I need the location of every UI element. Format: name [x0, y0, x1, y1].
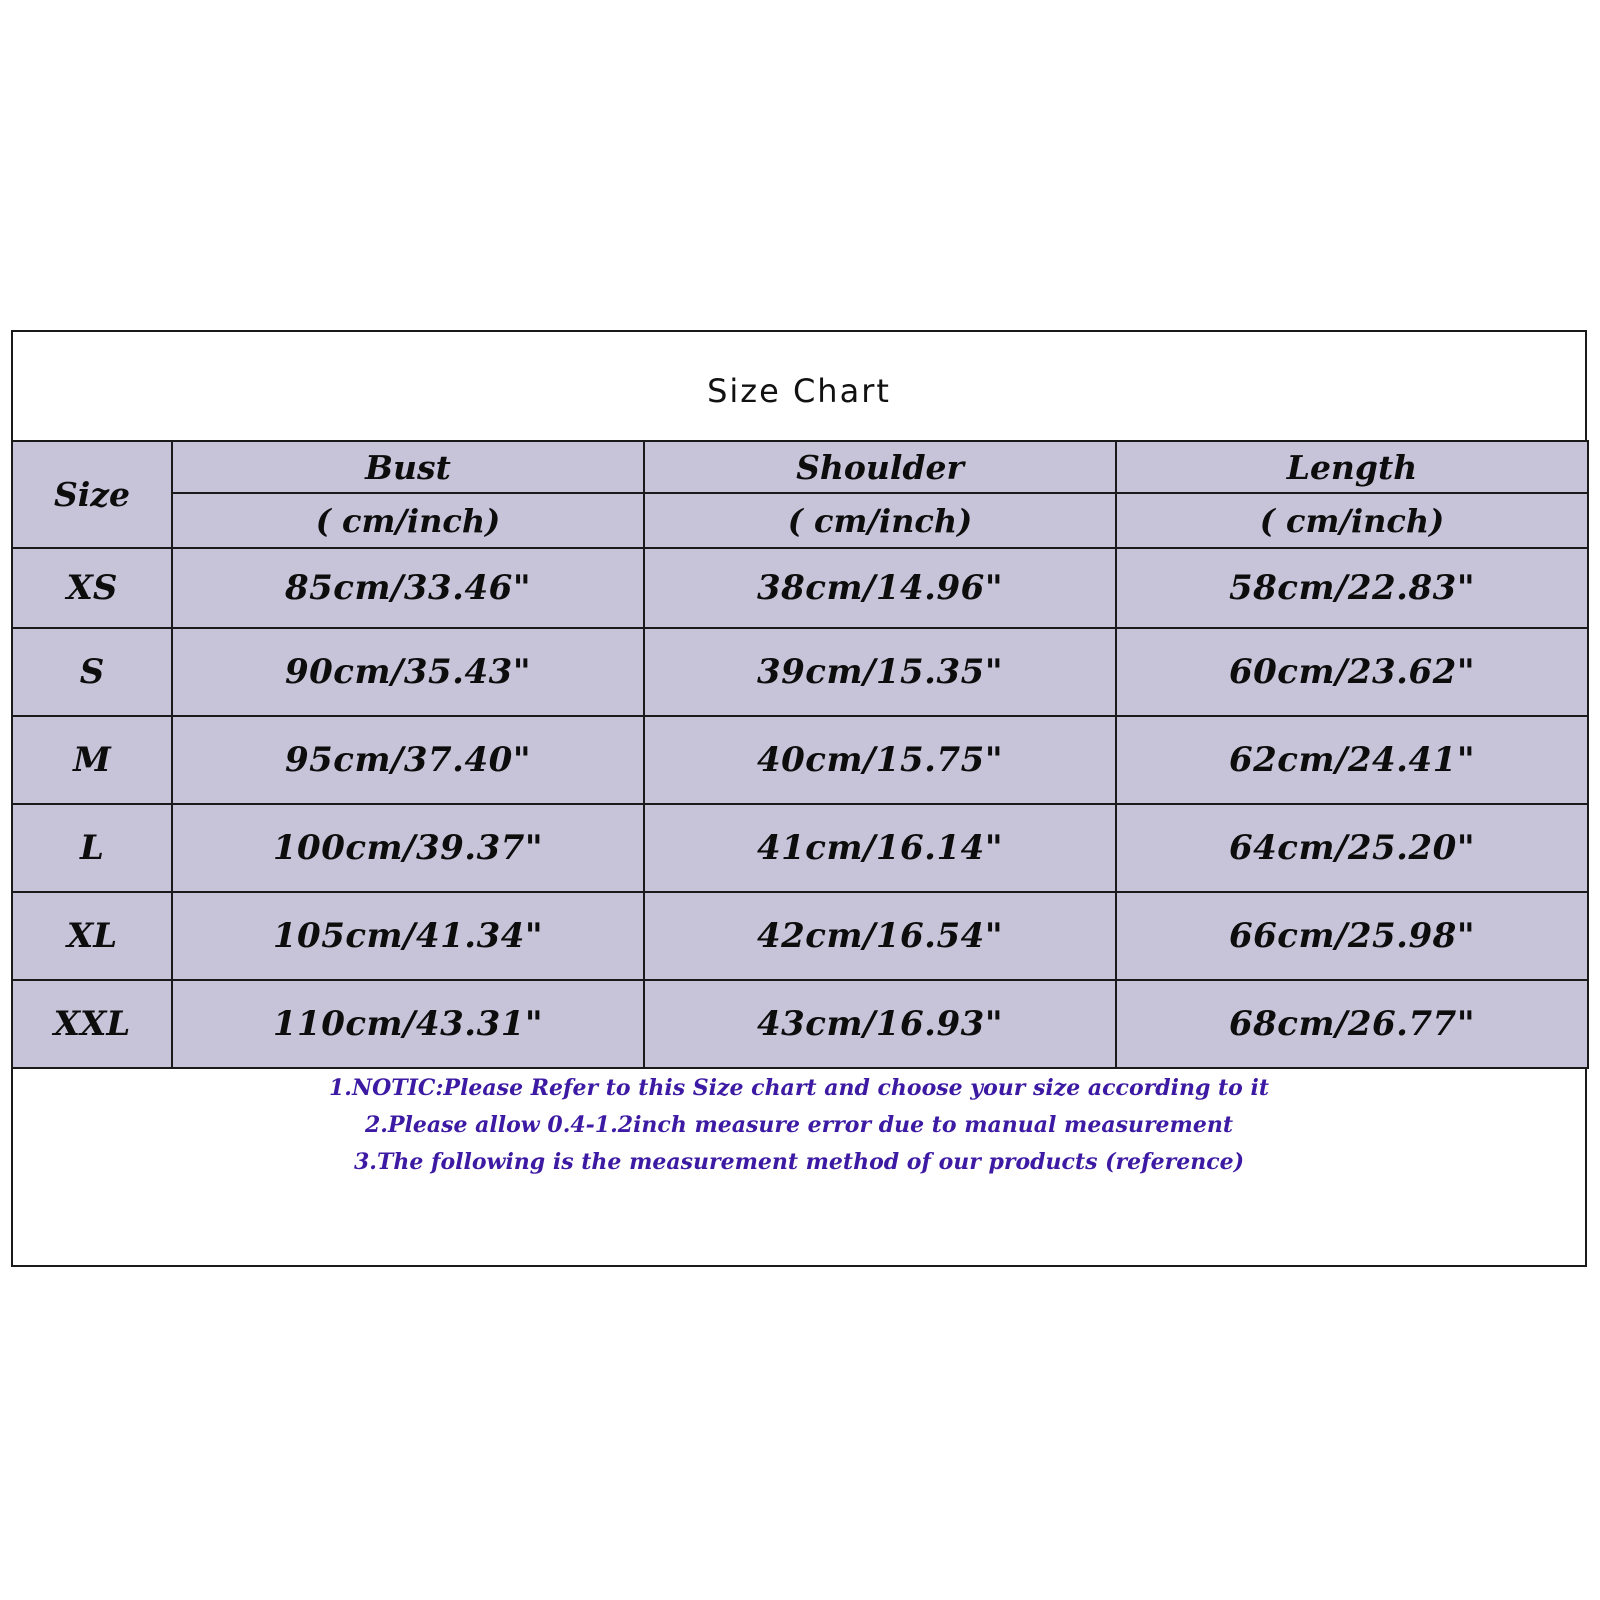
- column-unit-shoulder: ( cm/inch): [644, 493, 1116, 548]
- column-header-shoulder: Shoulder: [644, 441, 1116, 493]
- size-cell: XXL: [12, 980, 172, 1068]
- shoulder-cell: 38cm/14.96": [644, 548, 1116, 628]
- column-header-length: Length: [1116, 441, 1588, 493]
- bust-cell: 105cm/41.34": [172, 892, 644, 980]
- bust-cell: 85cm/33.46": [172, 548, 644, 628]
- note-line: 3.The following is the measurement method of our products (reference): [354, 1149, 1244, 1175]
- shoulder-cell: 43cm/16.93": [644, 980, 1116, 1068]
- shoulder-cell: 41cm/16.14": [644, 804, 1116, 892]
- title-area: [13, 332, 1585, 440]
- table-row: [12, 628, 1588, 716]
- table-row: [12, 804, 1588, 892]
- table-row: [12, 716, 1588, 804]
- length-cell: 66cm/25.98": [1116, 892, 1588, 980]
- column-unit-length: ( cm/inch): [1116, 493, 1588, 548]
- length-cell: 64cm/25.20": [1116, 804, 1588, 892]
- size-cell: S: [12, 628, 172, 716]
- shoulder-cell: 42cm/16.54": [644, 892, 1116, 980]
- note-line: 2.Please allow 0.4-1.2inch measure error due to manual measurement: [364, 1112, 1233, 1138]
- notes-block: [13, 1070, 1585, 1181]
- length-cell: 58cm/22.83": [1116, 548, 1588, 628]
- size-cell: XL: [12, 892, 172, 980]
- unit-row: [12, 493, 1588, 548]
- shoulder-cell: 40cm/15.75": [644, 716, 1116, 804]
- length-cell: 68cm/26.77": [1116, 980, 1588, 1068]
- bust-cell: 100cm/39.37": [172, 804, 644, 892]
- table-row: [12, 548, 1588, 628]
- bust-cell: 110cm/43.31": [172, 980, 644, 1068]
- note-line: 1.NOTIC:Please Refer to this Size chart and choose your size according to it: [329, 1075, 1269, 1101]
- size-cell: XS: [12, 548, 172, 628]
- column-unit-bust: ( cm/inch): [172, 493, 644, 548]
- bust-cell: 95cm/37.40": [172, 716, 644, 804]
- shoulder-cell: 39cm/15.35": [644, 628, 1116, 716]
- size-chart-frame: [11, 330, 1587, 1267]
- size-table: [11, 440, 1589, 1069]
- column-header-bust: Bust: [172, 441, 644, 493]
- length-cell: 60cm/23.62": [1116, 628, 1588, 716]
- size-cell: L: [12, 804, 172, 892]
- length-cell: 62cm/24.41": [1116, 716, 1588, 804]
- size-header-cell: Size: [12, 441, 172, 548]
- chart-title: Size Chart: [707, 372, 891, 410]
- table-row: [12, 980, 1588, 1068]
- size-cell: M: [12, 716, 172, 804]
- table-row: [12, 892, 1588, 980]
- header-row: [12, 441, 1588, 493]
- bust-cell: 90cm/35.43": [172, 628, 644, 716]
